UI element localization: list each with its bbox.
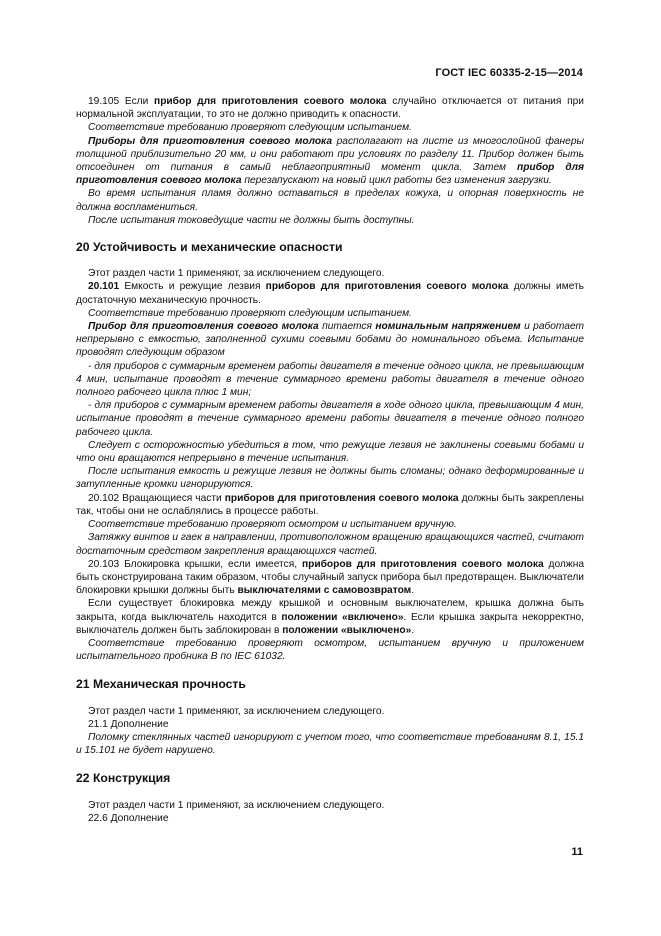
document-header: ГОСТ IEC 60335-2-15—2014 [435, 67, 583, 79]
paragraph-20-101 [76, 280, 584, 306]
paragraph-19-105 [76, 95, 584, 121]
paragraph-22-intro: Этот раздел части 1 применяют, за исключением следующего. [88, 799, 385, 811]
clause-number: 20.101 [88, 281, 120, 293]
term-bold: номинальным напряжением [375, 321, 521, 333]
paragraph-compliance: Соответствие требованию проверяют осмотром, испытанием вручную и приложением испытательного пробника В по IEC 61032. [76, 637, 584, 663]
text-run: должны быть закреплены так, чтобы они не ослаблялись в процессе работы. [76, 492, 584, 517]
text-run: Емкость и режущие лезвия [119, 281, 266, 293]
text-run: и работает непрерывно с емкостью, заполненной сухими соевыми бобами до номинального объема. Испытание проводят следующим образом [76, 321, 584, 359]
text-run: должны иметь достаточную механическую прочность. [76, 281, 584, 306]
term-bold: приборов для приготовления соевого молока [265, 281, 509, 293]
paragraph-flame: Во время испытания пламя должно оставаться в пределах кожуха, и опорная поверхность не должна воспламениться. [76, 188, 584, 213]
list-item: - для приборов с суммарным временем работы двигателя в течение одного цикла, не превышающим 4 мин, испытание проводят в течение суммарного времени работы двигателя в течение одного полного рабочего цикла плюс 1 мин; [76, 360, 584, 399]
text-run: случайно отключается от питания при нормальной эксплуатации, то это не должно приводить к опасности. [76, 96, 584, 121]
paragraph-glass: Поломку стеклянных частей игнорируют с учетом того, что соответствие требованиям 8.1, 15.1 и 15.101 не будет нарушено. [76, 731, 584, 757]
text-run: 20.102 Вращающиеся части [88, 492, 225, 504]
text-run: питается [318, 321, 376, 333]
paragraph-test-setup [76, 135, 584, 188]
paragraph-caution: Следует с осторожностью убедиться в том, что режущие лезвия не заклинены соевыми бобами и что они вращаются непрерывно в течение испытания. [76, 439, 584, 465]
term-bold: приборов для приготовления соевого молока [301, 558, 544, 570]
term-bold: положении «выключено» [282, 624, 412, 636]
list-item: - для приборов с суммарным временем работы двигателя в ходе одного цикла, превышающим 4 мин, испытание проводят в течение суммарного времени работы двигателя в течение одного полного рабочего цикла. [76, 400, 584, 438]
text-run: 19.105 Если [88, 96, 155, 107]
paragraph-21-intro: Этот раздел части 1 применяют, за исключением следующего. [88, 705, 385, 717]
document-body [76, 95, 584, 825]
text-run: располагают на листе из многослойной фанеры толщиной приблизительно 20 мм, и они работают при условиях по разделу 11. Прибор должен быть отсоединен от питания в самый неблагоприятный момент цикла. Затем [76, 135, 584, 174]
paragraph-screws: Затяжку винтов и гаек в направлении, противоположном вращению вращающихся частей, считают достаточным средством закрепления вращающихся частей. [76, 532, 584, 557]
section-heading-21: 21 Механическая прочность [76, 677, 246, 692]
text-run: . [411, 624, 415, 636]
text-run: . [411, 585, 415, 597]
paragraph-20-102 [76, 492, 584, 518]
text-run: должна быть сконструирована таким образом, чтобы случайный запуск прибора был предотвращен. Выключатели блокировки крышки должны быть [76, 558, 584, 597]
paragraph-interlock [76, 597, 584, 637]
paragraph-22-6: 22.6 Дополнение [88, 812, 169, 824]
paragraph-21-1: 21.1 Дополнение [88, 718, 169, 730]
paragraph-compliance: Соответствие требованию проверяют следующим испытанием. [88, 307, 412, 319]
section-heading-20: 20 Устойчивость и механические опасности [76, 240, 343, 255]
section-heading-22: 22 Конструкция [76, 771, 171, 786]
paragraph-compliance: Соответствие требованию проверяют осмотром и испытанием вручную. [88, 519, 457, 531]
term-bold: положении «включено» [281, 611, 404, 623]
paragraph-after-test: После испытания емкость и режущие лезвия не должны быть сломаны; однако деформированные и затупленные кромки игнорируются. [76, 466, 584, 491]
text-run: 20.103 Блокировка крышки, если имеется, [88, 558, 302, 570]
paragraph-20-103 [76, 558, 584, 598]
text-run: Если существует блокировка между крышкой и основным выключателем, крышка должна быть закрыта, когда выключатель находится в [76, 598, 584, 623]
paragraph-test-procedure [76, 320, 584, 360]
paragraph-live-parts: После испытания токоведущие части не должны быть доступны. [88, 214, 415, 226]
term-bold: прибор для приготовления соевого молока [76, 162, 584, 187]
term-bold: прибор для приготовления соевого молока [154, 96, 387, 107]
page-number: 11 [571, 846, 583, 858]
text-run: . Если крышка закрыта некорректно, выключатель должен быть заблокирован в [76, 611, 584, 636]
term-bold: Приборы для приготовления соевого молока [88, 135, 333, 147]
paragraph-compliance: Соответствие требованию проверяют следующим испытанием. [88, 122, 412, 134]
paragraph-20-intro: Этот раздел части 1 применяют, за исключением следующего. [88, 268, 385, 280]
term-bold: приборов для приготовления соевого молока [224, 492, 459, 504]
text-run: перезапускают на новый цикл работы без изменения загрузки. [241, 175, 552, 187]
term-bold: выключателями с самовозвратом [237, 585, 412, 597]
term-bold: Прибор для приготовления соевого молока [88, 321, 319, 333]
